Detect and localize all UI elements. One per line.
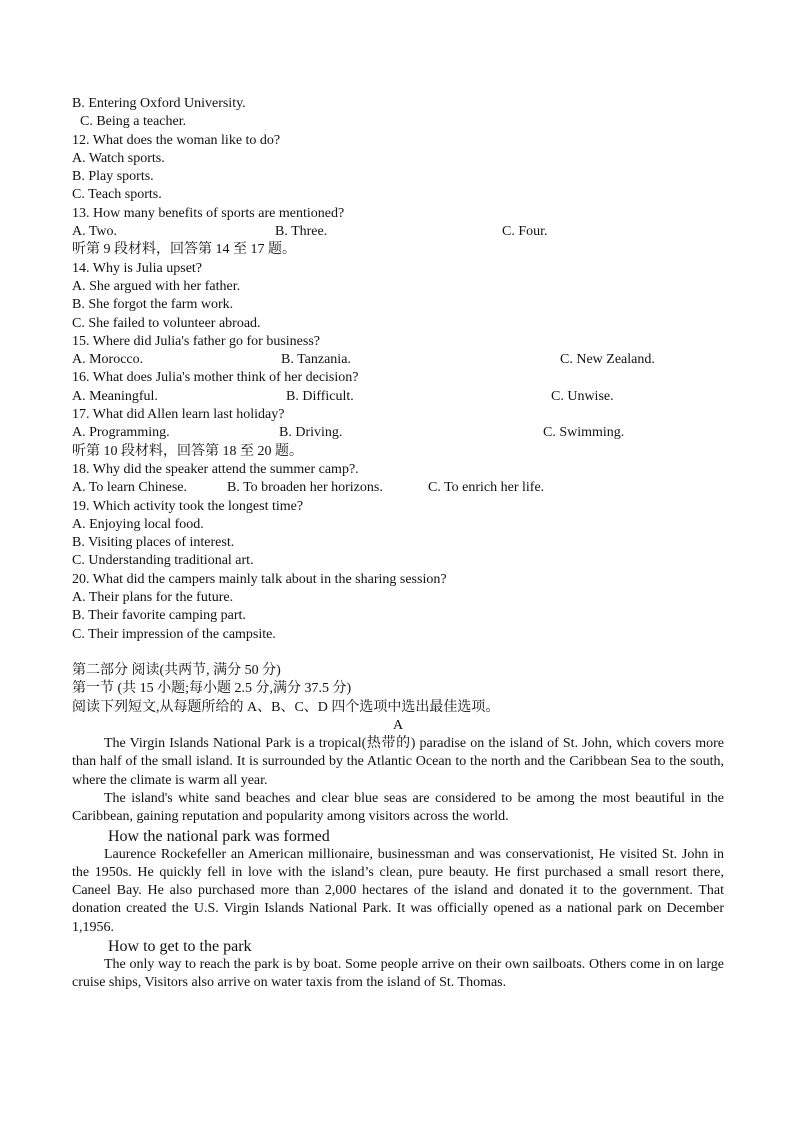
section-gap — [72, 644, 724, 662]
q15-option-c: C. New Zealand. — [560, 352, 655, 368]
q20-stem: 20. What did the campers mainly talk about in the sharing session? — [72, 571, 447, 587]
passage-subheading-2: How to get to the park — [108, 938, 252, 956]
q17-option-b: B. Driving. — [279, 425, 343, 441]
q19-option-a: A. Enjoying local food. — [72, 516, 204, 532]
q20-option-c: C. Their impression of the campsite. — [72, 626, 276, 642]
passage-paragraph-3: Laurence Rockefeller an American millionaire, businessman and was conservationist, He visited St. John in the 1950s. He quickly fell in love with the island’s clean, pure beauty. He first purchased a small resort there, Caneel Bay. He also purchased more than 2,000 hectares of the island and donated it to the government. That donation created the U.S. Virgin Islands National Park. It was officially opened as a national park on December 1,1956. — [72, 846, 724, 935]
q17-option-a: A. Programming. — [72, 425, 170, 441]
reading-part-title: 第二部分 阅读(共两节, 满分 50 分) — [72, 662, 281, 678]
q12-option-c: C. Teach sports. — [72, 187, 162, 203]
q16-stem: 16. What does Julia's mother think of her decision? — [72, 370, 359, 386]
q18-stem: 18. Why did the speaker attend the summer camp?. — [72, 461, 359, 477]
reading-section-title: 第一节 (共 15 小题;每小题 2.5 分,满分 37.5 分) — [72, 681, 352, 697]
q16-option-c: C. Unwise. — [551, 388, 614, 404]
q11-option-c: C. Being a teacher. — [80, 114, 187, 130]
q13-option-b: B. Three. — [275, 224, 328, 240]
q12-option-b: B. Play sports. — [72, 169, 154, 185]
q20-option-a: A. Their plans for the future. — [72, 590, 234, 606]
q14-option-a: A. She argued with her father. — [72, 278, 241, 294]
passage-10-instruction: 听第 10 段材料，回答第 18 至 20 题。 — [72, 443, 303, 459]
reading-instruction: 阅读下列短文,从每题所给的 A、B、C、D 四个选项中选出最佳选项。 — [72, 699, 500, 715]
passage-subheading-1: How the national park was formed — [108, 827, 330, 845]
q18-options — [72, 479, 724, 497]
q13-option-c: C. Four. — [502, 224, 548, 240]
q16-option-b: B. Difficult. — [286, 388, 354, 404]
q15-option-b: B. Tanzania. — [281, 352, 351, 368]
q14-stem: 14. Why is Julia upset? — [72, 260, 203, 276]
q18-option-c: C. To enrich her life. — [428, 480, 545, 496]
q13-option-a: A. Two. — [72, 224, 118, 240]
q18-option-a: A. To learn Chinese. — [72, 480, 188, 496]
q15-option-a: A. Morocco. — [72, 352, 144, 368]
q14-option-b: B. She forgot the farm work. — [72, 297, 234, 313]
passage-label: A — [392, 717, 404, 733]
q20-option-b: B. Their favorite camping part. — [72, 608, 246, 624]
q17-options — [72, 424, 724, 442]
q12-option-a: A. Watch sports. — [72, 150, 165, 166]
passage-paragraph-1: The Virgin Islands National Park is a tropical(热带的) paradise on the island of St. John, which covers more than half of the small island. It is surrounded by the Atlantic Ocean to the north and the Caribbean Sea to the south, where the climate is warm all year. — [72, 736, 724, 788]
q12-stem: 12. What does the woman like to do? — [72, 132, 281, 148]
q18-option-b: B. To broaden her horizons. — [227, 480, 383, 496]
q19-option-c: C. Understanding traditional art. — [72, 553, 254, 569]
q15-stem: 15. Where did Julia's father go for business? — [72, 333, 320, 349]
passage-9-instruction: 听第 9 段材料，回答第 14 至 17 题。 — [72, 242, 296, 258]
q17-option-c: C. Swimming. — [543, 425, 625, 441]
q11-option-b: B. Entering Oxford University. — [72, 96, 246, 111]
q13-stem: 13. How many benefits of sports are mentioned? — [72, 205, 345, 221]
q17-stem: 17. What did Allen learn last holiday? — [72, 407, 285, 423]
q13-options — [72, 223, 724, 241]
q16-options — [72, 388, 724, 406]
passage-paragraph-2: The island's white sand beaches and clear blue seas are considered to be among the most beautiful in the Caribbean, gaining reputation and popularity among visitors across the world. — [72, 790, 724, 825]
q19-stem: 19. Which activity took the longest time? — [72, 498, 304, 514]
q19-option-b: B. Visiting places of interest. — [72, 535, 235, 551]
q14-option-c: C. She failed to volunteer abroad. — [72, 315, 261, 331]
q16-option-a: A. Meaningful. — [72, 388, 158, 404]
passage-paragraph-4: The only way to reach the park is by boat. Some people arrive on their own sailboats. Others come in on large cruise ships, Visitors also arrive on water taxis from the island of St. Thomas. — [72, 957, 724, 991]
exam-page — [72, 95, 724, 993]
q15-options — [72, 351, 724, 369]
